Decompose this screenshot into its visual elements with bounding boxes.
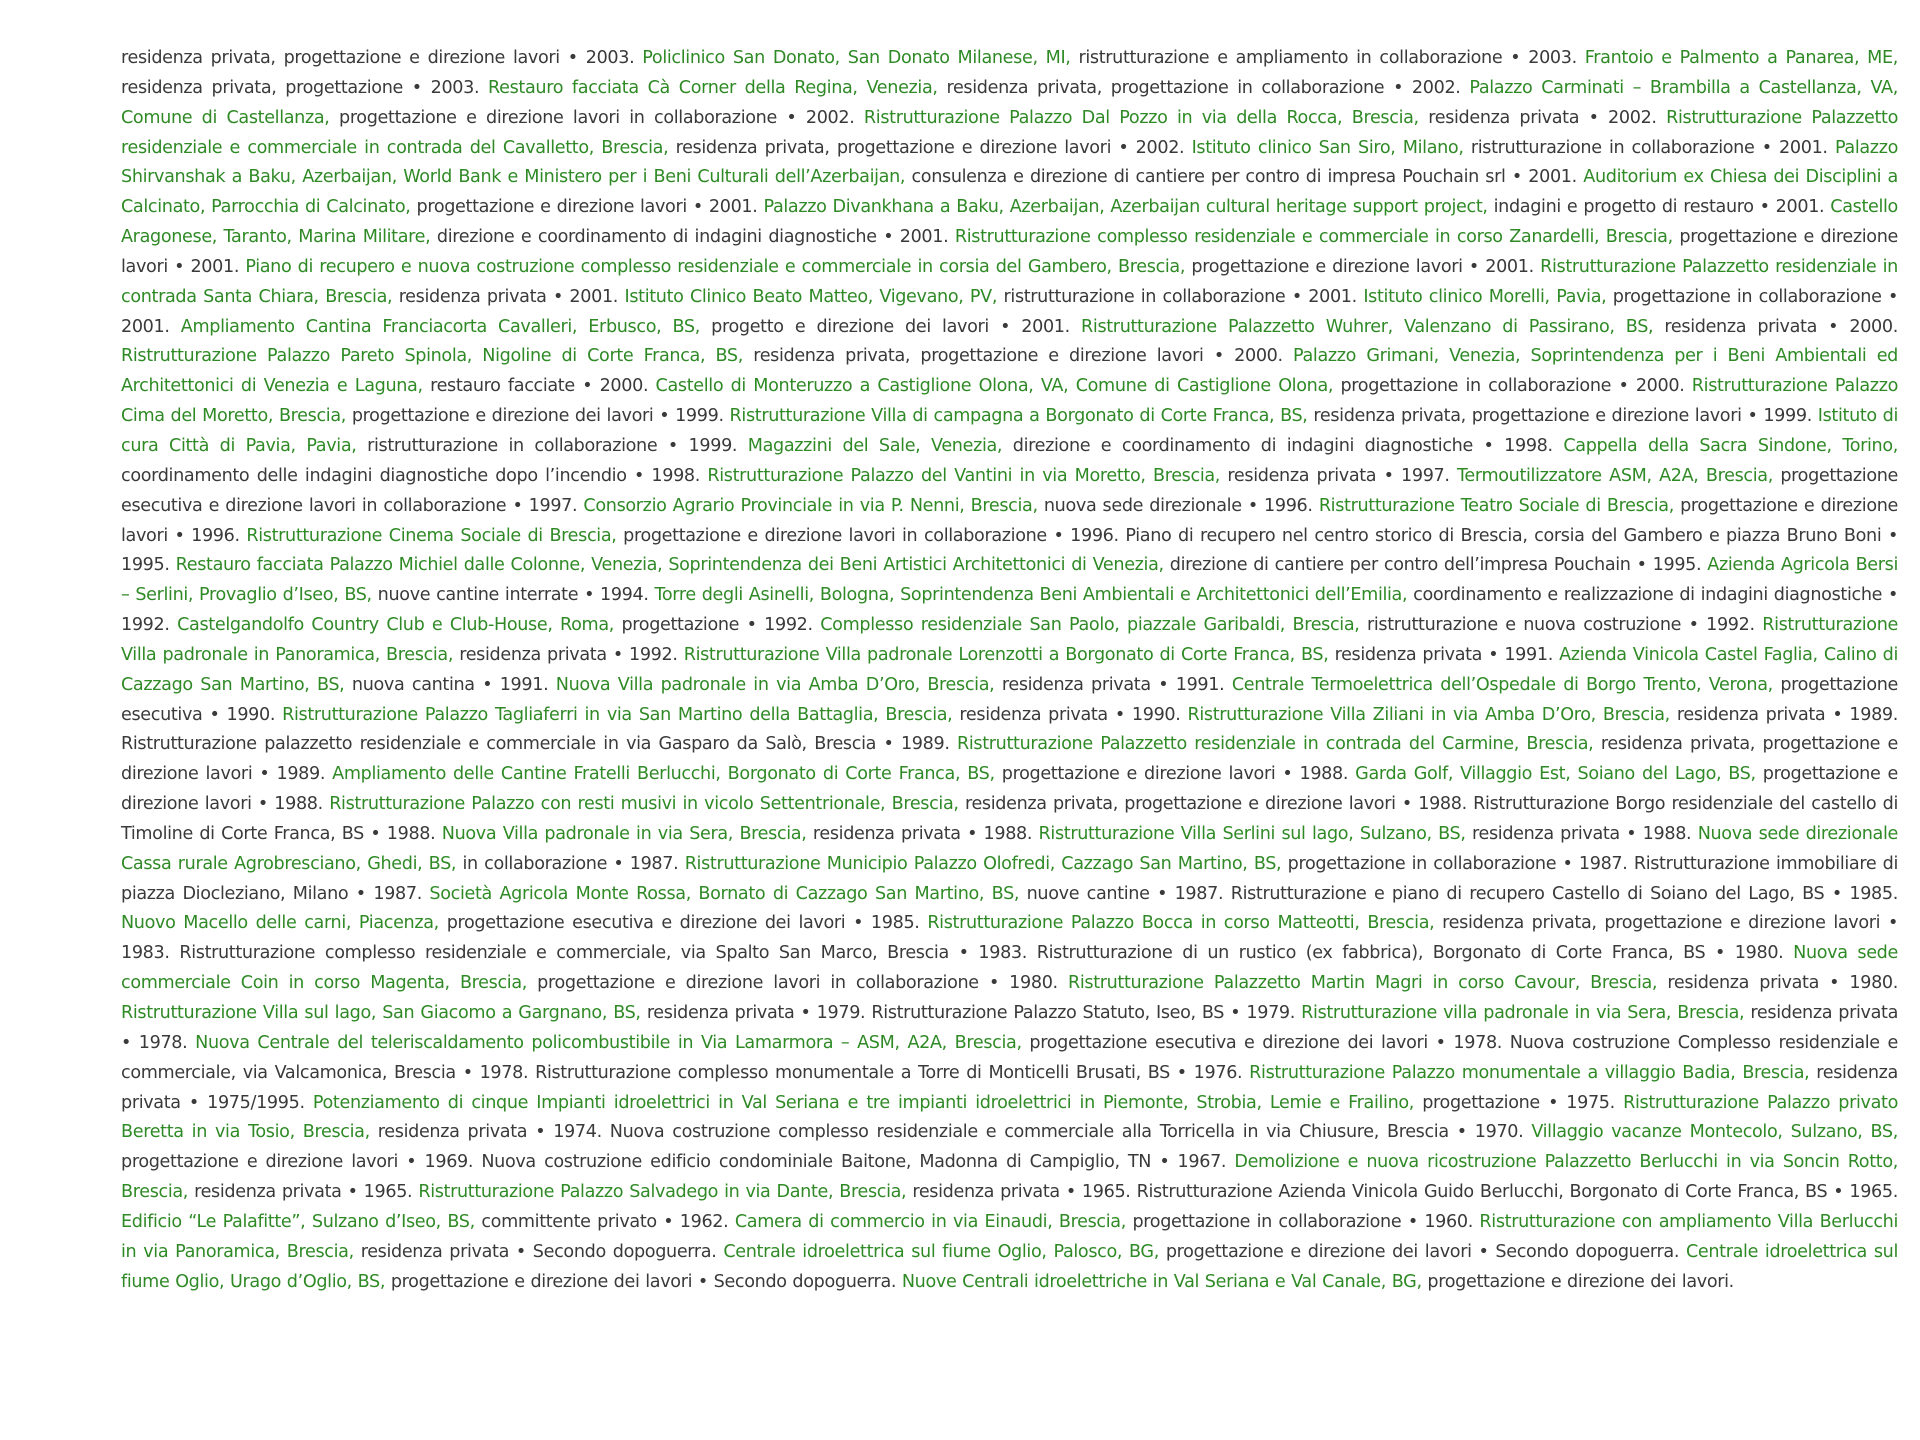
project-name: Ristrutturazione con ampliamento Villa Berlucchi in via Panoramica, Brescia,	[121, 1211, 1898, 1262]
project-name: Ristrutturazione Villa Ziliani in via Amba D’Oro, Brescia,	[1187, 704, 1670, 725]
project-name: Ristrutturazione Palazzetto residenziale in contrada del Carmine, Brescia,	[957, 734, 1594, 755]
project-description: progettazione e direzione dei lavori • Secondo dopoguerra.	[1158, 1241, 1686, 1262]
project-name: Ristrutturazione complesso residenziale e commerciale in corso Zanardelli, Brescia,	[954, 227, 1673, 248]
project-description: residenza privata • Secondo dopoguerra.	[353, 1241, 724, 1262]
project-name: Ampliamento delle Cantine Fratelli Berlucchi, Borgonato di Corte Franca, BS,	[332, 764, 995, 785]
project-description: ristrutturazione in collaborazione • 2001.	[1463, 137, 1835, 158]
project-name: Restauro facciata Palazzo Michiel dalle Colonne, Venezia, Soprintendenza dei Beni Artistici Architettonici di Venezia,	[175, 555, 1164, 576]
project-name: Piano di recupero e nuova costruzione complesso residenziale e commerciale in corsia del Gambero, Brescia,	[245, 256, 1186, 277]
project-description: progettazione • 1992.	[614, 615, 821, 636]
project-description: nuove cantine interrate • 1994.	[371, 585, 655, 606]
project-name: Complesso residenziale San Paolo, piazzale Garibaldi, Brescia,	[820, 615, 1360, 636]
project-description: progettazione e direzione dei lavori • 1999.	[346, 406, 730, 427]
project-description: residenza privata • 1979. Ristrutturazione Palazzo Statuto, Iseo, BS • 1979.	[640, 1003, 1302, 1023]
project-name: Ristrutturazione Villa Serlini sul lago, Sulzano, BS,	[1038, 823, 1466, 844]
project-name: Ristrutturazione Villa padronale Lorenzotti a Borgonato di Corte Franca, BS,	[683, 644, 1329, 665]
project-description: progettazione e direzione lavori • 2001.	[1185, 256, 1541, 277]
project-name: Ristrutturazione Palazzetto Martin Magri in corso Cavour, Brescia,	[1067, 973, 1658, 994]
project-name: Centrale idroelettrica sul fiume Oglio, Urago d’Oglio, BS,	[121, 1241, 1898, 1292]
project-name: Palazzo Carminati – Brambilla a Castellanza, VA, Comune di Castellanza,	[121, 77, 1898, 128]
project-description: ristrutturazione in collaborazione • 2001.	[997, 286, 1364, 307]
project-name: Castelgandolfo Country Club e Club-House, Roma,	[177, 615, 615, 636]
project-description: in collaborazione • 1987.	[456, 853, 685, 874]
project-name: Ristrutturazione Palazzo Bocca in corso Matteotti, Brescia,	[927, 913, 1435, 934]
project-name: Centrale idroelettrica sul fiume Oglio, Palosco, BG,	[723, 1241, 1159, 1262]
project-description: progettazione esecutiva e direzione lavori in collaborazione • 1997.	[121, 465, 1899, 516]
project-name: Ristrutturazione Villa padronale in Panoramica, Brescia,	[121, 615, 1898, 665]
project-description: progettazione e direzione lavori in collaborazione • 2002.	[329, 107, 864, 128]
project-description: residenza privata, progettazione e direzione lavori • 2002.	[668, 137, 1192, 158]
project-name: Nuova Villa padronale in via Amba D’Oro, Brescia,	[555, 674, 995, 695]
project-name: Torre degli Asinelli, Bologna, Soprintendenza Beni Ambientali e Architettonici dell’Emilia,	[654, 585, 1408, 606]
project-name: Palazzo Grimani, Venezia, Soprintendenza per i Beni Ambientali ed Architettonici di Venezia e Laguna,	[121, 346, 1898, 397]
project-description: residenza privata, progettazione in collaborazione • 2002.	[937, 77, 1470, 98]
project-description: residenza privata • 2001.	[392, 286, 625, 307]
project-description: direzione e coordinamento di indagini diagnostiche • 1998.	[1002, 435, 1564, 456]
project-name: Nuova Villa padronale in via Sera, Brescia,	[441, 823, 807, 844]
project-name: Nuova sede commerciale Coin in corso Magenta, Brescia,	[121, 943, 1898, 994]
project-name: Palazzo Divankhana a Baku, Azerbaijan, Azerbaijan cultural heritage support project,	[763, 197, 1488, 218]
project-name: Ristrutturazione Palazzo Dal Pozzo in via della Rocca, Brescia,	[863, 107, 1419, 128]
project-description: residenza privata • 1990.	[952, 704, 1188, 725]
project-description: residenza privata • 1965. Ristrutturazione Azienda Vinicola Guido Berlucchi, Borgonato di Corte Franca, BS • 1965.	[906, 1182, 1898, 1203]
project-description: residenza privata, progettazione e direzione lavori • 1983. Ristrutturazione complesso residenziale e commerciale, via Spalto San Marco, Brescia • 1983. Ristrutturazione di un rustico (ex fabbrica), Borgonato di Corte Franca, BS • 1980.	[121, 913, 1898, 964]
project-name: Ristrutturazione Palazzetto residenziale in contrada Santa Chiara, Brescia,	[121, 256, 1898, 307]
project-name: Consorzio Agrario Provinciale in via P. Nenni, Brescia,	[583, 495, 1038, 516]
project-description: residenza privata • 1992.	[453, 644, 684, 665]
project-name: Ristrutturazione Teatro Sociale di Brescia,	[1318, 495, 1674, 516]
project-name: Ristrutturazione Municipio Palazzo Olofredi, Cazzago San Martino, BS,	[684, 853, 1282, 874]
project-name: Ristrutturazione Palazzo Salvadego in via Dante, Brescia,	[418, 1182, 907, 1203]
project-name: Azienda Agricola Bersi – Serlini, Provaglio d’Iseo, BS,	[121, 555, 1898, 606]
project-name: Potenziamento di cinque Impianti idroelettrici in Val Seriana e tre impianti idroelettrici in Piemonte, Strobia, Lemie e Frailino,	[312, 1092, 1415, 1113]
project-description: ristrutturazione in collaborazione • 1999.	[356, 435, 748, 456]
project-name: Castello di Monteruzzo a Castiglione Olona, VA, Comune di Castiglione Olona,	[655, 376, 1334, 397]
project-description: residenza privata • 1988.	[1465, 823, 1698, 844]
project-name: Ristrutturazione Palazzo del Vantini in via Moretto, Brescia,	[707, 465, 1221, 486]
project-name: Ristrutturazione Cinema Sociale di Brescia,	[246, 525, 617, 546]
project-description: progettazione e direzione lavori • 1969. Nuova costruzione edificio condominiale Baitone, Madonna di Campiglio, TN • 1967.	[121, 1152, 1235, 1173]
project-name: Centrale Termoelettrica dell’Ospedale di Borgo Trento, Verona,	[1231, 674, 1773, 695]
project-description: nuova sede direzionale • 1996.	[1037, 495, 1319, 516]
project-name: Ristrutturazione Palazzo Pareto Spinola, Nigoline di Corte Franca, BS,	[121, 346, 743, 367]
project-name: Azienda Vinicola Castel Faglia, Calino di Cazzago San Martino, BS,	[121, 644, 1898, 695]
project-description: residenza privata, progettazione e direzione lavori • 2003.	[121, 48, 643, 68]
project-name: Restauro facciata Cà Corner della Regina, Venezia,	[488, 77, 938, 98]
project-description: coordinamento e realizzazione di indagini diagnostiche • 1992.	[121, 585, 1899, 636]
project-name: Nuovo Macello delle carni, Piacenza,	[121, 913, 439, 934]
project-description: progettazione e direzione lavori • 2001.	[121, 227, 1898, 277]
project-name: Istituto Clinico Beato Matteo, Vigevano, PV,	[624, 286, 998, 307]
project-description: consulenza e direzione di cantiere per contro di impresa Pouchain srl • 2001.	[905, 167, 1584, 188]
project-name: Istituto clinico San Siro, Milano,	[1191, 137, 1464, 158]
project-description: restauro facciate • 2000.	[422, 376, 656, 397]
project-name: Villaggio vacanze Montecolo, Sulzano, BS,	[1531, 1122, 1898, 1143]
project-description: committente privato • 1962.	[474, 1211, 735, 1232]
project-description: progettazione e direzione lavori in collaborazione • 1980.	[527, 973, 1068, 994]
project-name: Ristrutturazione Palazzo privato Beretta in via Tosio, Brescia,	[121, 1092, 1898, 1143]
project-description: residenza privata • 1980.	[1657, 973, 1899, 994]
project-description: direzione di cantiere per contro dell’impresa Pouchain • 1995.	[1163, 555, 1708, 576]
project-name: Istituto di cura Città di Pavia, Pavia,	[121, 406, 1899, 456]
project-description: progettazione esecutiva • 1990.	[121, 674, 1899, 725]
project-description: indagini e progetto di restauro • 2001.	[1487, 197, 1831, 218]
project-description: progettazione in collaborazione • 1987. Ristrutturazione immobiliare di piazza Diocleziano, Milano • 1987.	[121, 853, 1898, 904]
project-name: Ristrutturazione Palazzo con resti musivi in vicolo Settentrionale, Brescia,	[329, 794, 959, 815]
project-name: Ristrutturazione Palazzo monumentale a villaggio Badia, Brescia,	[1249, 1062, 1810, 1083]
project-list-paragraph	[121, 44, 1898, 1297]
project-name: Ristrutturazione Palazzetto residenziale e commerciale in contrada del Cavalletto, Brescia,	[121, 107, 1898, 158]
project-description: progettazione e direzione dei lavori • Secondo dopoguerra.	[385, 1271, 902, 1292]
project-description: residenza privata • 2000.	[1653, 316, 1898, 337]
project-name: Garda Golf, Villaggio Est, Soiano del Lago, BS,	[1355, 764, 1756, 785]
project-name: Camera di commercio in via Einaudi, Brescia,	[734, 1211, 1126, 1232]
project-name: Società Agricola Monte Rossa, Bornato di Cazzago San Martino, BS,	[429, 883, 1020, 904]
project-description: nuova cantina • 1991.	[344, 674, 556, 695]
project-name: Edificio “Le Palafitte”, Sulzano d’Iseo, BS,	[121, 1211, 475, 1232]
project-name: Castello Aragonese, Taranto, Marina Militare,	[121, 197, 1898, 248]
project-description: ristrutturazione e nuova costruzione • 1992.	[1359, 615, 1763, 636]
project-description: progettazione in collaborazione • 1960.	[1125, 1211, 1480, 1232]
project-name: Ristrutturazione Palazzo Tagliaferri in via San Martino della Battaglia, Brescia,	[282, 704, 953, 725]
project-description: ristrutturazione e ampliamento in collaborazione • 2003.	[1070, 48, 1585, 68]
project-description: residenza privata • 2002.	[1418, 107, 1667, 128]
project-name: Policlinico San Donato, San Donato Milanese, MI,	[642, 48, 1071, 68]
project-name: Magazzini del Sale, Venezia,	[747, 435, 1003, 456]
project-description: residenza privata • 1965.	[188, 1182, 419, 1203]
project-description: residenza privata • 1989. Ristrutturazione palazzetto residenziale e commerciale in via Gasparo da Salò, Brescia • 1989.	[121, 704, 1898, 755]
project-name: Termoutilizzatore ASM, A2A, Brescia,	[1457, 465, 1773, 486]
project-description: progettazione e direzione lavori • 2001.	[410, 197, 764, 218]
project-description: progettazione e direzione lavori • 1988.	[994, 764, 1356, 785]
project-description: progettazione e direzione lavori • 1988.	[121, 764, 1898, 815]
project-description: progettazione esecutiva e direzione dei lavori • 1985.	[438, 913, 928, 934]
project-name: Auditorium ex Chiesa dei Disciplini a Calcinato, Parrocchia di Calcinato,	[121, 167, 1898, 218]
project-name: Ristrutturazione Villa di campagna a Borgonato di Corte Franca, BS,	[729, 406, 1308, 427]
project-description: residenza privata • 1991.	[994, 674, 1232, 695]
project-name: Ristrutturazione Palazzetto Wuhrer, Valenzano di Passirano, BS,	[1081, 316, 1654, 337]
project-description: residenza privata • 1975/1995.	[121, 1062, 1898, 1113]
project-description: residenza privata, progettazione e direzione lavori • 2000.	[742, 346, 1294, 367]
project-description: progettazione e direzione lavori in collaborazione • 1996. Piano di recupero nel centro storico di Brescia, corsia del Gambero e piazza Bruno Boni • 1995.	[121, 525, 1899, 576]
project-name: Frantoio e Palmento a Panarea, ME,	[1584, 48, 1898, 68]
project-name: Nuova sede direzionale Cassa rurale Agrobresciano, Ghedi, BS,	[121, 823, 1898, 874]
project-description: progettazione e direzione lavori • 1996.	[121, 495, 1899, 546]
project-name: Ampliamento Cantina Franciacorta Cavalleri, Erbusco, BS,	[180, 316, 700, 337]
project-name: Istituto clinico Morelli, Pavia,	[1363, 286, 1607, 307]
project-name: Cappella della Sacra Sindone, Torino,	[1563, 435, 1899, 456]
project-description: residenza privata • 1991.	[1328, 644, 1560, 665]
project-name: Ristrutturazione Palazzo Cima del Moretto, Brescia,	[121, 376, 1898, 427]
project-name: Ristrutturazione villa padronale in via Sera, Brescia,	[1301, 1003, 1745, 1023]
project-description: progettazione in collaborazione • 2000.	[1333, 376, 1692, 397]
project-name: Demolizione e nuova ricostruzione Palazzetto Berlucchi in via Soncin Rotto, Brescia,	[121, 1152, 1898, 1203]
project-name: Palazzo Shirvanshak a Baku, Azerbaijan, World Bank e Ministero per i Beni Culturali dell’Azerbaijan,	[121, 137, 1898, 188]
project-name: Nuove Centrali idroelettriche in Val Seriana e Val Canale, BG,	[901, 1271, 1422, 1292]
project-name: Ristrutturazione Villa sul lago, San Giacomo a Gargnano, BS,	[121, 1003, 641, 1023]
project-description: progettazione in collaborazione • 2001.	[121, 286, 1899, 337]
project-description: residenza privata • 1974. Nuova costruzione complesso residenziale e commerciale alla Torricella in via Chiusure, Brescia • 1970.	[369, 1122, 1532, 1143]
project-description: residenza privata • 1997.	[1220, 465, 1458, 486]
project-description: coordinamento delle indagini diagnostiche dopo l’incendio • 1998.	[121, 465, 708, 486]
project-description: nuove cantine • 1987. Ristrutturazione e piano di recupero Castello di Soiano del Lago, BS • 1985.	[1019, 883, 1898, 904]
project-description: residenza privata, progettazione e direzione lavori • 1988. Ristrutturazione Borgo residenziale del castello di Timoline di Corte Franca, BS • 1988.	[121, 794, 1898, 844]
project-description: residenza privata, progettazione e direzione lavori • 1999.	[1307, 406, 1818, 427]
project-description: residenza privata • 1978.	[121, 1003, 1898, 1053]
project-description: progettazione esecutiva e direzione dei lavori • 1978. Nuova costruzione Complesso residenziale e commerciale, via Valcamonica, Brescia • 1978. Ristrutturazione complesso monumentale a Torre di Monticelli Brusati, BS • 1976.	[121, 1032, 1898, 1083]
project-description: progettazione • 1975.	[1414, 1092, 1624, 1113]
project-description: residenza privata, progettazione • 2003.	[121, 77, 489, 98]
project-description: residenza privata • 1988.	[806, 823, 1039, 844]
project-description: progettazione e direzione dei lavori.	[1421, 1271, 1734, 1292]
project-description: residenza privata, progettazione e direzione lavori • 1989.	[121, 734, 1899, 785]
project-description: progetto e direzione dei lavori • 2001.	[699, 316, 1082, 337]
project-name: Nuova Centrale del teleriscaldamento policombustibile in Via Lamarmora – ASM, A2A, Brescia,	[195, 1032, 1022, 1053]
project-description: direzione e coordinamento di indagini diagnostiche • 2001.	[430, 227, 955, 248]
